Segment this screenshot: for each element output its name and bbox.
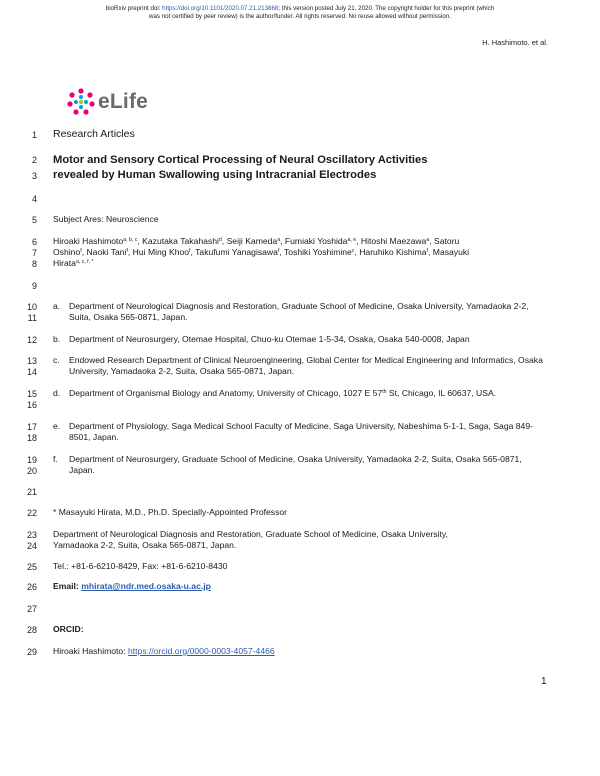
affiliation-text: Department of Neurological Diagnosis and Restoration, Graduate School of Medicine, Osaka University, Yamadaoka 2-2, Suita, Osaka 565-0871, Japan. [69,301,529,322]
orcid-label: ORCID: [53,624,84,634]
author-name: , Haruhiko Kishima [354,247,427,257]
line-number: 17 [26,422,37,432]
line-number: 3 [31,171,37,181]
affiliation-text-part: Department of Organismal Biology and Anatomy, University of Chicago, 1027 E 57 [69,388,383,398]
affiliation [53,421,548,443]
affiliation [53,388,548,399]
author-affil: a, b, c [123,237,138,243]
elife-logo-icon [66,87,96,117]
ordinal-suffix: th [382,389,387,395]
line-number: 26 [26,582,37,592]
orcid-name: Hiroaki Hashimoto: [53,646,128,656]
author-affil: a [426,237,430,243]
line-number: 11 [27,313,37,323]
section-label: Research Articles [53,128,135,140]
address-line-2: Yamadaoka 2-2, Suita, Osaka 565-0871, Japan. [53,540,237,550]
author-affil: a [277,237,281,243]
affiliation-text-part: St, Chicago, IL 60637, USA. [386,388,497,398]
author-affil: d [218,237,222,243]
author-name: Hirata [53,258,76,268]
affiliation [53,301,548,323]
line-number: 14 [26,367,37,377]
line-number: 6 [31,237,37,247]
author-affil: a, c, f, * [75,259,94,265]
author-name: , Seiji Kameda [221,236,278,246]
notice-line2: was not certified by peer review) is the author/funder. All rights reserved. No reuse allowed without permission. [149,12,451,20]
author-name: , Masayuki [428,247,470,257]
affiliation [53,355,548,377]
author-name: , Kazutaka Takahashi [137,236,219,246]
orcid-line [53,646,548,657]
line-number: 18 [26,433,37,443]
affiliation-text: Department of Neurosurgery, Otemae Hospital, Chuo-ku Otemae 1-5-34, Osaka, Osaka 540-0008, Japan [69,334,470,344]
line-number: 7 [31,248,37,258]
affiliation-letter: b. [53,334,61,344]
author-affil: f [189,248,191,254]
line-number: 27 [26,604,37,614]
affiliation-text: Endowed Research Department of Clinical Neuroengineering, Global Center for Medical Engineering and Informatics, Osaka University, Yamadaoka 2-2, Suita, Osaka 565-0871, Japan. [69,355,543,376]
line-number: 19 [26,455,37,465]
address-line-1: Department of Neurological Diagnosis and Restoration, Graduate School of Medicine, Osaka University, [53,529,448,539]
affiliation-text: Department of Neurosurgery, Graduate School of Medicine, Osaka University, Yamadaoka 2-2, Suita, Osaka 565-0871, Japan. [69,454,522,475]
author-affil: f [80,248,82,254]
notice-suffix: ; this version posted July 21, 2020. The copyright holder for this preprint (which [278,5,495,12]
notice-prefix: bioRxiv preprint doi: [105,5,163,12]
author-name: , Hui Ming Khoo [127,247,190,257]
line-number: 29 [26,647,37,657]
line-number: 22 [26,508,37,518]
line-number: 16 [26,400,37,410]
author-affil: c [351,248,355,254]
author-name: , Fumiaki Yoshida [280,236,348,246]
orcid-link[interactable]: https://orcid.org/0000-0003-4057-4466 [127,646,275,656]
title-line-2: revealed by Human Swallowing using Intracranial Electrodes [53,168,377,181]
affiliation [53,454,548,476]
affiliation-letter: e. [53,421,61,431]
author-affil: f [277,248,280,254]
doi-link[interactable]: https://doi.org/10.1101/2020.07.21.213868 [162,5,279,12]
author-name: , Toshiki Yoshimine [279,247,352,257]
author-affil: f [426,248,429,254]
corresponding-address [53,529,548,551]
affiliation-letter: c. [53,355,60,365]
author-name: , Satoru [429,236,460,246]
email-line [53,581,548,592]
line-number: 13 [26,356,37,366]
author-name: Hiroaki Hashimoto [53,236,124,246]
affiliation-text [69,388,548,399]
paper-title [53,153,543,182]
corresponding-author: * Masayuki Hirata, M.D., Ph.D. Specially-Appointed Professor [53,507,288,517]
author-affil: f [126,248,128,254]
page-number: 1 [541,676,547,687]
author-list [53,236,548,269]
affiliation-letter: f. [53,454,58,464]
affiliation-text: Department of Physiology, Saga Medical School Faculty of Medicine, Saga University, Nabeshima 5-1-1, Saga, Saga 849-8501, Japan. [69,421,533,442]
email-link[interactable]: mhirata@ndr.med.osaka-u.ac.jp [81,581,211,591]
line-number: 2 [31,155,37,165]
line-number: 5 [31,215,37,225]
line-number: 4 [31,194,37,204]
affiliation-letter: a. [53,301,61,311]
affiliation [53,334,548,345]
elife-logo [66,86,148,118]
line-number: 28 [26,625,37,635]
line-number: 21 [26,487,37,497]
phone-fax: Tel.: +81-6-6210-8429, Fax: +81-6-6210-8430 [53,561,228,571]
line-number: 25 [26,562,37,572]
elife-logo-text: eLife [98,90,149,113]
line-number: 24 [26,541,37,551]
running-head: H. Hashimoto. et al. [482,38,548,47]
author-name: , Takufumi Yanagisawa [190,247,278,257]
author-name: Oshino [53,247,81,257]
line-number: 12 [26,335,37,345]
preprint-notice [40,5,560,20]
author-name: , Hitoshi Maezawa [356,236,427,246]
email-label: Email: [53,581,82,591]
line-number: 20 [26,466,37,476]
title-line-1: Motor and Sensory Cortical Processing of Neural Oscillatory Activities [53,154,428,166]
line-number: 23 [26,530,37,540]
line-number: 1 [31,130,37,140]
line-number: 10 [26,302,37,312]
line-number: 15 [26,389,37,399]
author-name: , Naoki Tani [81,247,127,257]
author-affil: a, e [347,237,357,243]
line-number: 8 [31,259,37,269]
subject-area: Subject Ares: Neuroscience [53,214,159,224]
line-number: 9 [31,281,37,291]
affiliation-letter: d. [53,388,61,398]
